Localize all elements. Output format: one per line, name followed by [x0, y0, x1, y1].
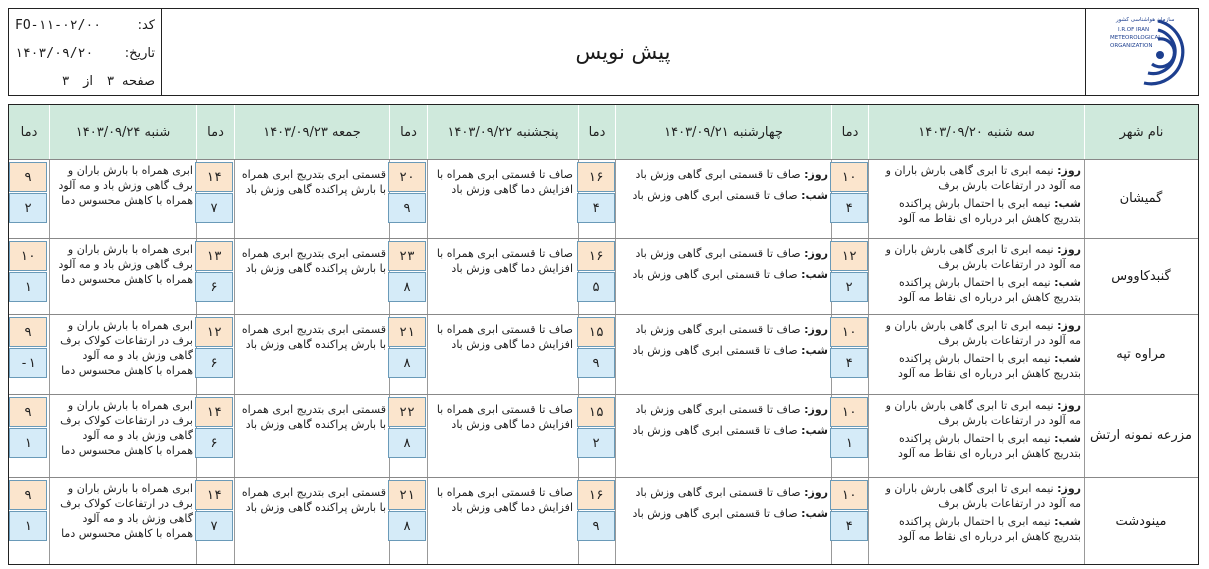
forecast-day-4: قسمتی ابری بتدریج ابری همراه با بارش پراکنده گاهی وزش باد	[241, 323, 386, 351]
max-temp-badge: ۱۴	[195, 397, 233, 427]
grid-line	[49, 159, 50, 564]
forecast-day-1	[875, 318, 1081, 381]
max-temp-badge: ۹	[9, 397, 47, 427]
forecast-day-2	[622, 322, 828, 358]
forecast-day-2	[622, 485, 828, 521]
forecast-day-2	[622, 402, 828, 438]
column-header-temp-1: دما	[831, 105, 868, 159]
page-title: پیش نویس	[575, 40, 671, 64]
code-value: FO-۱۱-۰۲/۰۰	[15, 17, 102, 33]
code-label: کد:	[137, 17, 155, 33]
forecast-day-5: ابری همراه با بارش باران و برف گاهی وزش باد و مه آلود همراه با کاهش محسوس دما	[58, 164, 193, 207]
max-temp-badge: ۱۴	[195, 162, 233, 192]
forecast-day-5: ابری همراه با بارش باران و برف گاهی وزش باد و مه آلود همراه با کاهش محسوس دما	[58, 243, 193, 286]
day-text: نیمه ابری تا ابری گاهی بارش باران و مه آلود در ارتفاعات بارش برف	[885, 399, 1081, 427]
grid-line	[9, 394, 1198, 395]
city-name: مراوه تپه	[1116, 346, 1166, 362]
grid-line	[9, 238, 1198, 239]
day-text: صاف تا قسمتی ابری گاهی وزش باد	[635, 168, 801, 181]
city-name: گنبدکاووس	[1111, 268, 1171, 284]
date-value: ۱۴۰۳/۰۹/۲۰	[15, 45, 94, 61]
day-forecast	[622, 322, 828, 337]
min-temp-badge: ۱	[9, 428, 47, 458]
day-text: نیمه ابری تا ابری گاهی بارش باران و مه آلود در ارتفاعات بارش برف	[885, 243, 1081, 271]
max-temp-badge: ۹	[9, 480, 47, 510]
day-label: روز:	[804, 323, 828, 336]
forecast-day-3: صاف تا قسمتی ابری همراه با افزایش دما گاهی وزش باد	[436, 323, 573, 351]
day-label: روز:	[804, 247, 828, 260]
page-row	[15, 71, 155, 91]
max-temp-badge: ۱۰	[830, 162, 868, 192]
max-temp-badge: ۱۵	[577, 397, 615, 427]
forecast-day-1	[875, 242, 1081, 305]
night-text: نیمه ابری با احتمال بارش پراکنده بتدریج کاهش ابر درباره ای نقاط مه آلود	[898, 515, 1081, 543]
city-name: مزرعه نمونه ارتش	[1090, 428, 1192, 443]
forecast-day-1	[875, 398, 1081, 461]
night-text: نیمه ابری با احتمال بارش پراکنده بتدریج کاهش ابر درباره ای نقاط مه آلود	[898, 352, 1081, 380]
day-forecast	[622, 246, 828, 261]
day-label: روز:	[1057, 319, 1081, 332]
night-label: شب:	[801, 189, 828, 202]
max-temp-badge: ۹	[9, 162, 47, 192]
meteorological-logo-icon	[1086, 9, 1200, 95]
min-temp-badge: ۵	[577, 272, 615, 302]
max-temp-badge: ۱۰	[830, 480, 868, 510]
min-temp-badge: ۶	[195, 272, 233, 302]
grid-line	[9, 314, 1198, 315]
city-name: مینودشت	[1115, 514, 1167, 529]
min-temp-badge: ۸	[388, 272, 426, 302]
city-name: گمیشان	[1119, 191, 1163, 206]
day-text: صاف تا قسمتی ابری گاهی وزش باد	[635, 247, 801, 260]
min-temp-badge: ۲	[577, 428, 615, 458]
column-header-temp-2: دما	[578, 105, 615, 159]
forecast-day-3: صاف تا قسمتی ابری همراه با افزایش دما گاهی وزش باد	[436, 403, 573, 431]
svg-text:METEOROLOGICAL: METEOROLOGICAL	[1110, 35, 1162, 41]
day-label: روز:	[1057, 243, 1081, 256]
night-label: شب:	[1054, 515, 1081, 528]
min-temp-badge: ۸	[388, 428, 426, 458]
min-temp-badge: -۱	[9, 348, 47, 378]
day-label: روز:	[804, 403, 828, 416]
day-text: نیمه ابری تا ابری گاهی بارش باران و مه آلود در ارتفاعات بارش برف	[885, 482, 1081, 510]
min-temp-badge: ۱	[9, 272, 47, 302]
max-temp-badge: ۱۰	[9, 241, 47, 271]
svg-text:ORGANIZATION: ORGANIZATION	[1110, 43, 1153, 49]
max-temp-badge: ۲۱	[388, 317, 426, 347]
max-temp-badge: ۲۱	[388, 480, 426, 510]
day-text: نیمه ابری تا ابری گاهی بارش باران و مه آلود در ارتفاعات بارش برف	[885, 319, 1081, 347]
max-temp-badge: ۱۶	[577, 480, 615, 510]
max-temp-badge: ۱۰	[830, 397, 868, 427]
min-temp-badge: ۱	[830, 428, 868, 458]
min-temp-badge: ۶	[195, 348, 233, 378]
column-header-day-2: چهارشنبه ۱۴۰۳/۰۹/۲۱	[615, 105, 831, 159]
page-total: ۳	[62, 73, 70, 89]
min-temp-badge: ۴	[830, 193, 868, 223]
day-label: روز:	[1057, 399, 1081, 412]
forecast-day-5: ابری همراه با بارش باران و برف در ارتفاعات کولاک برف گاهی وزش باد و مه آلود همراه با کاهش محسوس دما	[60, 399, 193, 457]
min-temp-badge: ۲	[9, 193, 47, 223]
night-text: صاف تا قسمتی ابری گاهی وزش باد	[632, 189, 798, 202]
night-forecast	[875, 431, 1081, 461]
column-header-day-1: سه شنبه ۱۴۰۳/۰۹/۲۰	[868, 105, 1084, 159]
date-row	[15, 43, 155, 63]
min-temp-badge: ۸	[388, 348, 426, 378]
day-text: صاف تا قسمتی ابری گاهی وزش باد	[635, 403, 801, 416]
svg-text:I.R.OF IRAN: I.R.OF IRAN	[1118, 27, 1150, 33]
grid-line	[615, 159, 616, 564]
document-header	[8, 8, 1199, 96]
column-header-day-5: شنبه ۱۴۰۳/۰۹/۲۴	[49, 105, 196, 159]
forecast-day-4: قسمتی ابری بتدریج ابری همراه با بارش پراکنده گاهی وزش باد	[241, 247, 386, 275]
page-value: ۳	[107, 73, 115, 89]
max-temp-badge: ۱۲	[830, 241, 868, 271]
forecast-table	[8, 104, 1199, 565]
night-forecast	[875, 351, 1081, 381]
day-forecast	[622, 485, 828, 500]
min-temp-badge: ۹	[577, 511, 615, 541]
page-of: از	[83, 73, 94, 89]
night-forecast	[875, 196, 1081, 226]
day-forecast	[875, 318, 1081, 348]
max-temp-badge: ۱۳	[195, 241, 233, 271]
forecast-day-1	[875, 163, 1081, 226]
max-temp-badge: ۱۵	[577, 317, 615, 347]
night-forecast	[622, 506, 828, 521]
min-temp-badge: ۱	[9, 511, 47, 541]
day-label: روز:	[1057, 164, 1081, 177]
day-text: صاف تا قسمتی ابری گاهی وزش باد	[635, 323, 801, 336]
min-temp-badge: ۴	[577, 193, 615, 223]
night-forecast	[622, 343, 828, 358]
night-forecast	[622, 188, 828, 203]
grid-line	[868, 159, 869, 564]
forecast-day-5: ابری همراه با بارش باران و برف در ارتفاعات کولاک برف گاهی وزش باد و مه آلود همراه با کاهش محسوس دما	[60, 319, 193, 377]
page-label: صفحه	[122, 73, 155, 89]
document-meta	[9, 9, 162, 95]
min-temp-badge: ۲	[830, 272, 868, 302]
max-temp-badge: ۲۲	[388, 397, 426, 427]
column-header-temp-5: دما	[9, 105, 49, 159]
max-temp-badge: ۱۰	[830, 317, 868, 347]
forecast-day-4: قسمتی ابری بتدریج ابری همراه با بارش پراکنده گاهی وزش باد	[241, 403, 386, 431]
night-label: شب:	[801, 268, 828, 281]
forecast-day-3: صاف تا قسمتی ابری همراه با افزایش دما گاهی وزش باد	[436, 168, 573, 196]
day-text: نیمه ابری تا ابری گاهی بارش باران و مه آلود در ارتفاعات بارش برف	[885, 164, 1081, 192]
svg-text:سازمان هواشناسی کشور: سازمان هواشناسی کشور	[1116, 17, 1175, 23]
night-forecast	[875, 275, 1081, 305]
night-label: شب:	[1054, 352, 1081, 365]
min-temp-badge: ۹	[577, 348, 615, 378]
min-temp-badge: ۴	[830, 348, 868, 378]
forecast-day-2	[622, 167, 828, 203]
max-temp-badge: ۹	[9, 317, 47, 347]
forecast-day-3: صاف تا قسمتی ابری همراه با افزایش دما گاهی وزش باد	[436, 247, 573, 275]
forecast-day-1	[875, 481, 1081, 544]
column-header-day-4: جمعه ۱۴۰۳/۰۹/۲۳	[234, 105, 389, 159]
night-label: شب:	[801, 424, 828, 437]
forecast-day-3: صاف تا قسمتی ابری همراه با افزایش دما گاهی وزش باد	[436, 486, 573, 514]
forecast-day-2	[622, 246, 828, 282]
day-label: روز:	[804, 486, 828, 499]
min-temp-badge: ۸	[388, 511, 426, 541]
min-temp-badge: ۷	[195, 193, 233, 223]
min-temp-badge: ۹	[388, 193, 426, 223]
column-header-temp-3: دما	[389, 105, 427, 159]
day-forecast	[875, 398, 1081, 428]
night-forecast	[875, 514, 1081, 544]
night-label: شب:	[1054, 276, 1081, 289]
column-header-day-3: پنجشنبه ۱۴۰۳/۰۹/۲۲	[427, 105, 578, 159]
column-header-temp-4: دما	[196, 105, 234, 159]
column-header-city: نام شهر	[1084, 105, 1198, 159]
day-label: روز:	[1057, 482, 1081, 495]
date-label: تاریخ:	[124, 45, 155, 61]
max-temp-badge: ۲۰	[388, 162, 426, 192]
grid-line	[427, 159, 428, 564]
night-text: نیمه ابری با احتمال بارش پراکنده بتدریج کاهش ابر درباره ای نقاط مه آلود	[898, 432, 1081, 460]
day-forecast	[875, 163, 1081, 193]
day-forecast	[622, 402, 828, 417]
grid-line	[234, 159, 235, 564]
organization-logo	[1085, 9, 1198, 95]
max-temp-badge: ۲۳	[388, 241, 426, 271]
max-temp-badge: ۱۲	[195, 317, 233, 347]
max-temp-badge: ۱۶	[577, 162, 615, 192]
night-label: شب:	[1054, 432, 1081, 445]
min-temp-badge: ۴	[830, 511, 868, 541]
night-text: نیمه ابری با احتمال بارش پراکنده بتدریج کاهش ابر درباره ای نقاط مه آلود	[898, 197, 1081, 225]
code-row	[15, 15, 155, 35]
day-forecast	[622, 167, 828, 182]
night-forecast	[622, 267, 828, 282]
night-label: شب:	[801, 344, 828, 357]
night-text: نیمه ابری با احتمال بارش پراکنده بتدریج کاهش ابر درباره ای نقاط مه آلود	[898, 276, 1081, 304]
forecast-day-4: قسمتی ابری بتدریج ابری همراه با بارش پراکنده گاهی وزش باد	[241, 168, 386, 196]
forecast-day-5: ابری همراه با بارش باران و برف در ارتفاعات کولاک برف گاهی وزش باد و مه آلود همراه با کاهش محسوس دما	[60, 482, 193, 540]
day-forecast	[875, 481, 1081, 511]
night-text: صاف تا قسمتی ابری گاهی وزش باد	[632, 424, 798, 437]
day-label: روز:	[804, 168, 828, 181]
max-temp-badge: ۱۶	[577, 241, 615, 271]
min-temp-badge: ۶	[195, 428, 233, 458]
forecast-day-4: قسمتی ابری بتدریج ابری همراه با بارش پراکنده گاهی وزش باد	[241, 486, 386, 514]
night-text: صاف تا قسمتی ابری گاهی وزش باد	[632, 268, 798, 281]
grid-line	[9, 159, 1198, 160]
max-temp-badge: ۱۴	[195, 480, 233, 510]
night-label: شب:	[1054, 197, 1081, 210]
day-text: صاف تا قسمتی ابری گاهی وزش باد	[635, 486, 801, 499]
night-forecast	[622, 423, 828, 438]
night-text: صاف تا قسمتی ابری گاهی وزش باد	[632, 507, 798, 520]
night-label: شب:	[801, 507, 828, 520]
day-forecast	[875, 242, 1081, 272]
grid-line	[9, 477, 1198, 478]
night-text: صاف تا قسمتی ابری گاهی وزش باد	[632, 344, 798, 357]
min-temp-badge: ۷	[195, 511, 233, 541]
